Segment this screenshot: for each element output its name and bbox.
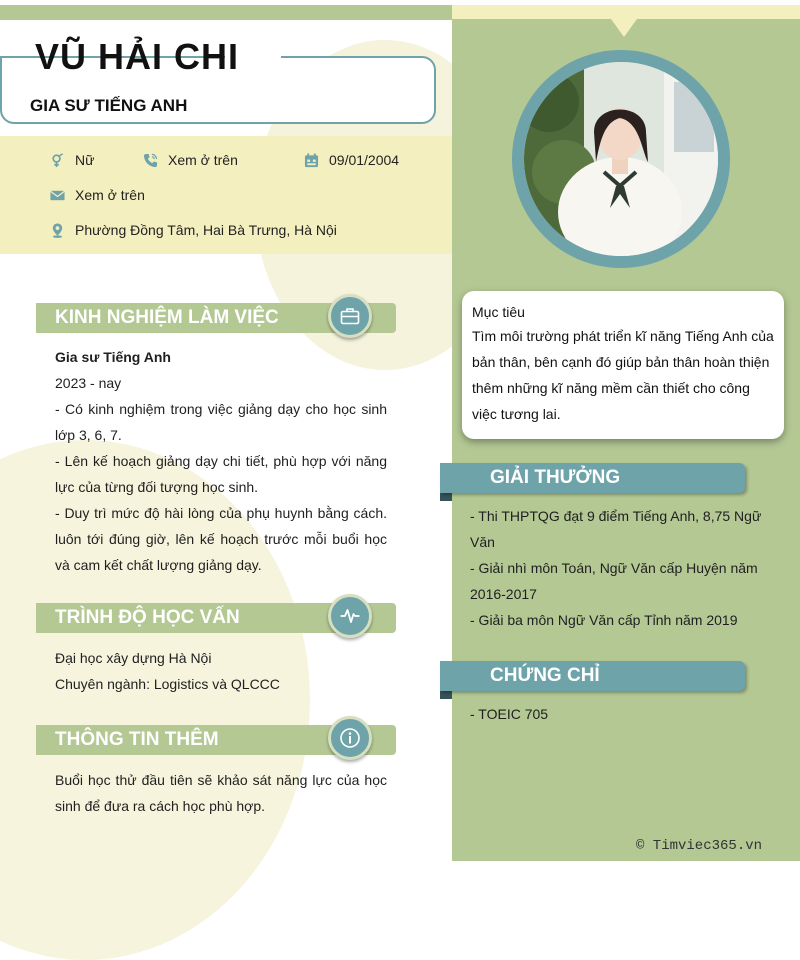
award-item: - Thi THPTQG đạt 9 điểm Tiếng Anh, 8,75 Ngữ Văn xyxy=(470,508,762,550)
school-name: Đại học xây dựng Hà Nội xyxy=(55,650,212,666)
extra-body xyxy=(55,767,387,819)
gender-value: Nữ xyxy=(75,152,95,168)
top-bar xyxy=(0,5,452,20)
contact-info xyxy=(0,136,452,254)
address-item xyxy=(50,222,337,238)
certificate-item: - TOEIC 705 xyxy=(470,706,549,722)
top-notch xyxy=(611,19,637,37)
award-item: - Giải nhì môn Toán, Ngữ Văn cấp Huyện năm 2016-2017 xyxy=(470,560,758,602)
ribbon-fold xyxy=(440,493,452,501)
extra-text: Buổi học thử đầu tiên sẽ khảo sát năng lực của học sinh để đưa ra cách học phù hợp. xyxy=(55,772,387,814)
major: Chuyên ngành: Logistics và QLCCC xyxy=(55,676,280,692)
awards-heading: GIẢI THƯỞNG xyxy=(490,467,621,488)
education-body xyxy=(55,645,387,697)
footer-credit: © Timviec365.vn xyxy=(636,838,763,854)
calendar-icon xyxy=(304,153,319,168)
email-icon xyxy=(50,188,65,203)
objective-title: Mục tiêu xyxy=(472,304,525,320)
address-value: Phường Đồng Tâm, Hai Bà Trưng, Hà Nội xyxy=(75,222,337,238)
experience-item: - Lên kế hoạch giảng dạy chi tiết, phù hợp với năng lực của từng đối tượng học sinh. xyxy=(55,453,387,495)
awards-header xyxy=(440,463,745,493)
certificates-header xyxy=(440,661,745,691)
gender-icon xyxy=(50,153,65,168)
avatar-photo xyxy=(524,62,718,256)
phone-item xyxy=(143,152,238,168)
email-item xyxy=(50,187,145,203)
pulse-icon xyxy=(328,594,372,638)
extra-header xyxy=(36,725,396,755)
ribbon-fold xyxy=(440,691,452,699)
avatar xyxy=(524,62,718,256)
certificates-list xyxy=(470,701,770,727)
job-period: 2023 - nay xyxy=(55,375,122,391)
gender-item xyxy=(50,152,94,168)
awards-list xyxy=(470,503,770,633)
job-title: Gia sư Tiếng Anh xyxy=(55,349,171,365)
certificates-heading: CHỨNG CHỈ xyxy=(490,665,600,686)
objective-text: Tìm môi trường phát triển kĩ năng Tiếng Anh của bản thân, bên cạnh đó giúp bản thân hoàn thiện thêm những kĩ năng mềm cần thiết cho công việc tương lai. xyxy=(472,328,774,422)
objective-card xyxy=(462,291,784,439)
candidate-name: VŨ HẢI CHI xyxy=(35,36,240,77)
location-icon xyxy=(50,223,65,238)
experience-item: - Có kinh nghiệm trong việc giảng dạy cho học sinh lớp 3, 6, 7. xyxy=(55,401,387,443)
top-bar-right xyxy=(452,5,800,19)
education-header xyxy=(36,603,396,633)
phone-icon xyxy=(143,153,158,168)
briefcase-icon xyxy=(328,294,372,338)
candidate-role: GIA SƯ TIẾNG ANH xyxy=(30,96,188,115)
phone-value: Xem ở trên xyxy=(168,152,238,168)
experience-heading: KINH NGHIỆM LÀM VIỆC xyxy=(55,307,279,328)
award-item: - Giải ba môn Ngữ Văn cấp Tỉnh năm 2019 xyxy=(470,612,738,628)
experience-body xyxy=(55,344,387,578)
birthdate-value: 09/01/2004 xyxy=(329,152,400,168)
birthdate-item xyxy=(304,152,399,168)
education-heading: TRÌNH ĐỘ HỌC VẤN xyxy=(55,607,240,628)
experience-header xyxy=(36,303,396,333)
experience-item: - Duy trì mức độ hài lòng của phụ huynh bằng cách. luôn tới đúng giờ, lên kế hoạch trước mỗi buổi học và cam kết chất lượng giảng dạy. xyxy=(55,505,387,573)
extra-heading: THÔNG TIN THÊM xyxy=(55,729,219,750)
info-icon xyxy=(328,716,372,760)
email-value: Xem ở trên xyxy=(75,187,145,203)
